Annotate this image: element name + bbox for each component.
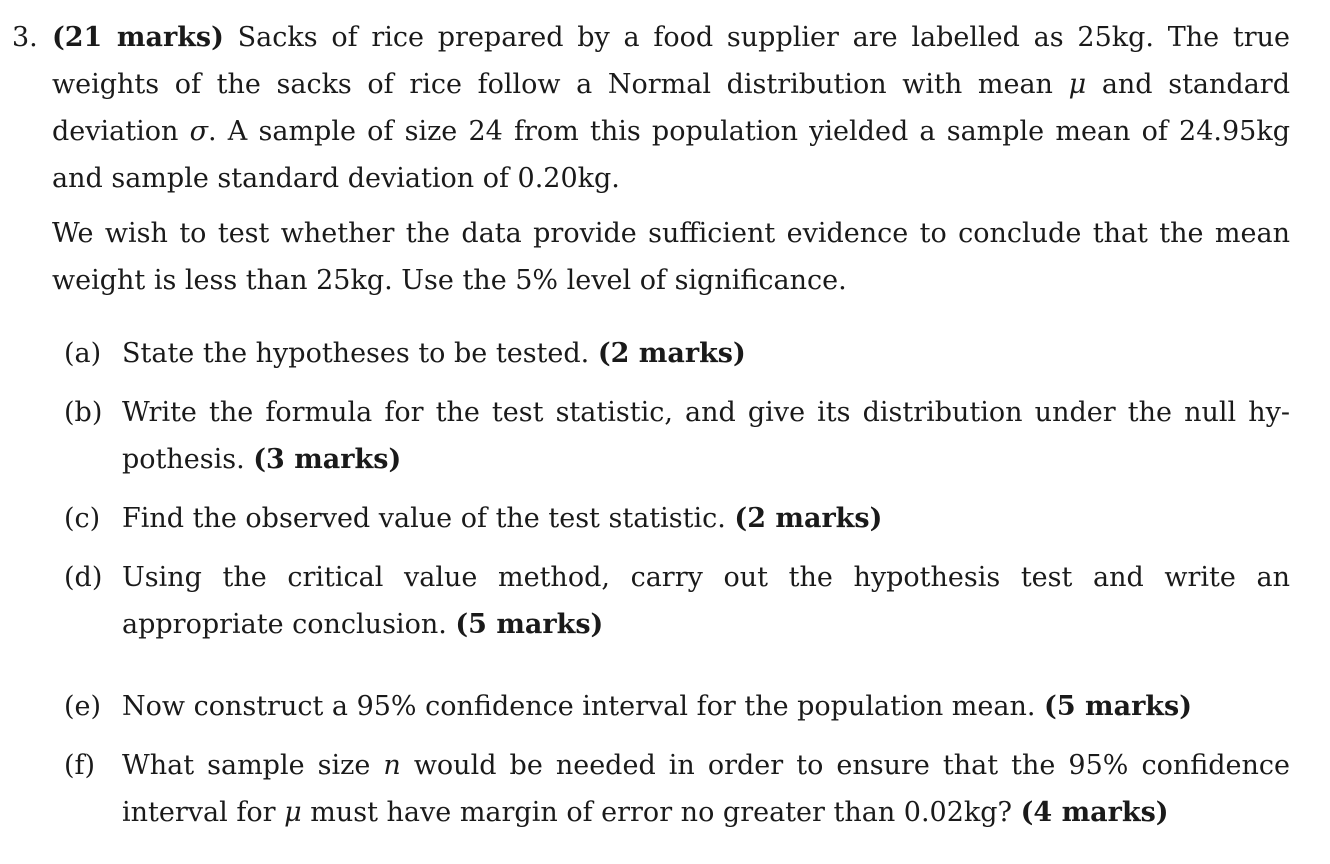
part-f-question-1: What sample size <box>122 750 371 781</box>
question-intro <box>52 14 1290 202</box>
part-a-question: State the hypotheses to be tested. <box>122 338 590 369</box>
part-f-question-3: must have margin of error no greater than 0.02kg? <box>310 797 1013 828</box>
question-intro-text-3: . A sample of size 24 from this population yielded a sample mean of 24.95kg and sample standard deviation of 0.20kg. <box>52 116 1290 194</box>
part-b-text <box>122 389 1290 483</box>
part-c-label: (c) <box>64 503 101 534</box>
part-f-text <box>122 742 1290 836</box>
question-number: 3. <box>12 22 38 53</box>
question-total-marks: (21 marks) <box>52 22 224 53</box>
part-a-marks: (2 marks) <box>597 338 746 369</box>
mu-symbol: μ <box>1068 69 1087 100</box>
part-c-text <box>122 495 1290 542</box>
part-c-question: Find the observed value of the test statistic. <box>122 503 726 534</box>
part-e-marks: (5 marks) <box>1044 691 1192 722</box>
part-f-marks: (4 marks) <box>1020 797 1169 828</box>
sigma-symbol: σ <box>189 116 209 147</box>
part-b-marks: (3 marks) <box>253 444 402 475</box>
part-e-question: Now construct a 95% confidence interval for the population mean. <box>122 691 1036 722</box>
question-intro-text-2: and standard deviation <box>52 69 1290 147</box>
part-f-question-2: would be needed in order to ensure that the 95% confidence interval for <box>122 750 1290 828</box>
part-a-label: (a) <box>64 338 102 369</box>
part-c-marks: (2 marks) <box>734 503 883 534</box>
part-f-label: (f) <box>64 750 96 781</box>
part-d-question: Using the critical value method, carry out the hypothesis test and write an appropriate conclusion. <box>122 562 1290 640</box>
part-d-text <box>122 554 1290 648</box>
part-d-label: (d) <box>64 562 103 593</box>
part-b-label: (b) <box>64 397 103 428</box>
part-b-question: Write the formula for the test statistic, and give its distribution under the null hy-pothesis. <box>122 397 1290 475</box>
question-paragraph-2: We wish to test whether the data provide sufficient evidence to conclude that the mean weight is less than 25kg. Use the 5% level of significance. <box>52 218 1290 296</box>
part-e-text <box>122 683 1290 730</box>
part-e-label: (e) <box>64 691 102 722</box>
question-intro-text-1: Sacks of rice prepared by a food supplier are labelled as 25kg. The true weights of the sacks of rice follow a Normal distribution with mean <box>52 22 1290 100</box>
part-d-marks: (5 marks) <box>455 609 604 640</box>
n-symbol: n <box>383 750 401 781</box>
mu-symbol-f: μ <box>284 797 302 828</box>
part-a-text <box>122 330 1290 377</box>
